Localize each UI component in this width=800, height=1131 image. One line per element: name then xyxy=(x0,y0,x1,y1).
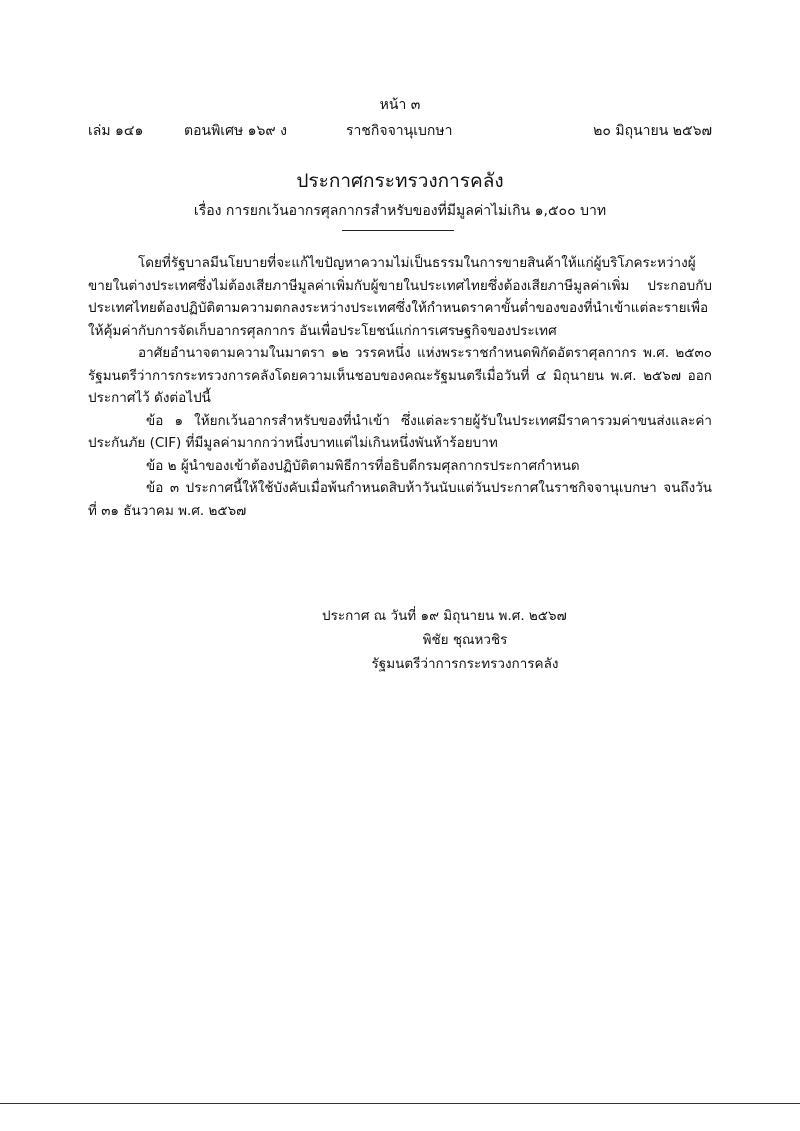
clause-2: ข้อ ๒ ผู้นำของเข้าต้องปฏิบัติตามพิธีการที่อธิบดีกรมศุลกากรประกาศกำหนด xyxy=(146,457,580,474)
volume-number: เล่ม ๑๔๑ xyxy=(88,123,144,139)
announcement-subject: เรื่อง การยกเว้นอากรศุลกากรสำหรับของที่มีมูลค่าไม่เกิน ๑,๕๐๐ บาท xyxy=(193,203,607,219)
clause-3: ข้อ ๓ ประกาศนี้ให้ใช้บังคับเมื่อพ้นกำหนดสิบห้าวันนับแต่วันประกาศในราชกิจจานุเบกษา จนถึงวันที่ ๓๑ ธันวาคม พ.ศ. ๒๕๖๗ xyxy=(88,480,712,519)
announcement-title: ประกาศกระทรวงการคลัง xyxy=(296,170,504,192)
preamble-paragraph: โดยที่รัฐบาลมีนโยบายที่จะแก้ไขปัญหาความไม่เป็นธรรมในการขายสินค้าให้แก่ผู้บริโภคระหว่างผู้ขายในต่างประเทศซึ่งไม่ต้องเสียภาษีมูลค่าเพิ่มกับผู้ขายในประเทศไทยซึ่งต้องเสียภาษีมูลค่าเพิ่ม ประกอบกับประเทศไทยต้องปฏิบัติตามความตกลงระหว่างประเทศซึ่งให้กำหนดราคาขั้นต่ำของของที่นำเข้าแต่ละรายเพื่อให้คุ้มค่ากับการจัดเก็บอากรศุลกากร อันเพื่อประโยชน์แก่การเศรษฐกิจของประเทศ xyxy=(88,255,712,339)
announcement-body xyxy=(88,252,712,522)
signature-block xyxy=(300,604,630,676)
authority-paragraph: อาศัยอำนาจตามความในมาตรา ๑๒ วรรคหนึ่ง แห่งพระราชกำหนดพิกัดอัตราศุลกากร พ.ศ. ๒๕๓๐ รัฐมนตรีว่าการกระทรวงการคลังโดยความเห็นชอบของคณะรัฐมนตรีเมื่อวันที่ ๔ มิถุนายน พ.ศ. ๒๕๖๗ ออกประกาศไว้ ดังต่อไปนี้ xyxy=(88,345,712,406)
issue-number: ตอนพิเศษ ๑๖๙ ง xyxy=(184,123,287,139)
page-number: หน้า ๓ xyxy=(379,97,421,113)
footer-rule xyxy=(0,1103,800,1104)
clause-1: ข้อ ๑ ให้ยกเว้นอากรสำหรับของที่นำเข้า ซึ่งแต่ละรายผู้รับในประเทศมีราคารวมค่าขนส่งและค่าประกันภัย (CIF) ที่มีมูลค่ามากกว่าหนึ่งบาทแต่ไม่เกินหนึ่งพันห้าร้อยบาท xyxy=(88,412,712,451)
signatory-position: รัฐมนตรีว่าการกระทรวงการคลัง xyxy=(371,656,559,672)
gazette-date: ๒๐ มิถุนายน ๒๕๖๗ xyxy=(593,123,712,139)
signatory-name: พิชัย ชุณหวชิร xyxy=(422,632,508,648)
gazette-name: ราชกิจจานุเบกษา xyxy=(346,123,453,139)
gazette-header xyxy=(88,120,712,140)
signature-date: ประกาศ ณ วันที่ ๑๙ มิถุนายน พ.ศ. ๒๕๖๗ xyxy=(322,608,567,624)
title-divider xyxy=(342,230,454,231)
